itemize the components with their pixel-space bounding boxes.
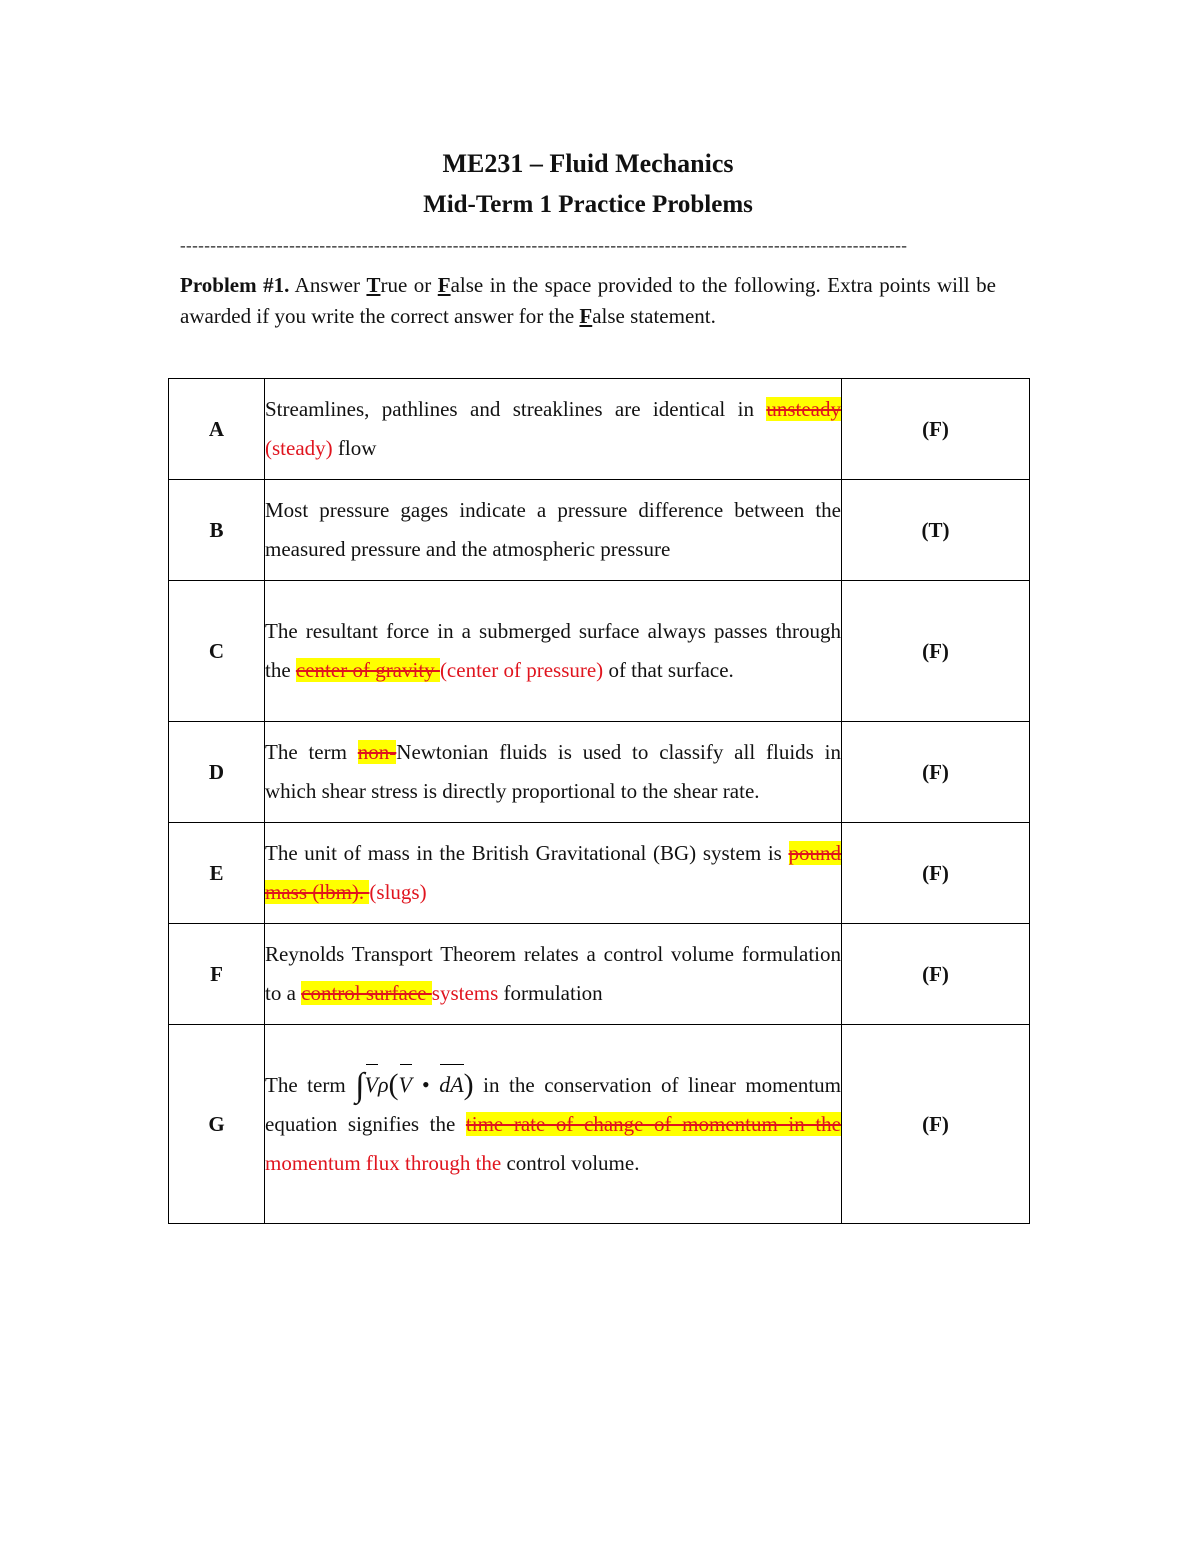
velocity-vector: V [399,1065,412,1104]
statement-text: control volume. [501,1151,640,1175]
false-letter: F [579,304,593,328]
statement-cell [265,581,842,722]
statement-text: Newtonian fluids is used to classify all fluids in which shear stress is directly proportional to the shear rate. [265,740,841,803]
struck-text: center of gravity [295,658,440,682]
true-letter: T [366,273,381,297]
struck-text: pound mass (lbm). [265,841,841,904]
velocity-vector: V [365,1065,378,1104]
correction-text: (center of pressure) [439,658,604,682]
correction-text: momentum flux through the [265,1151,502,1175]
problem-instructions [180,270,996,332]
answer-cell: (F) [842,823,1030,924]
item-letter: E [169,823,265,924]
intro-text: rue or [380,273,438,297]
statement-cell [265,1025,842,1224]
right-paren: ) [463,1068,474,1101]
document-title: ME231 – Fluid Mechanics [442,149,734,178]
correction-text: (steady) [265,436,333,460]
problem-label: Problem #1. [180,273,290,297]
struck-text: non- [357,740,397,764]
false-letter: F [437,273,451,297]
statement-text: formulation [498,981,603,1005]
momentum-flux-equation [355,1067,474,1104]
answer-cell: (T) [842,480,1030,581]
statement-cell [265,823,842,924]
table-body [169,379,1030,1224]
item-letter: F [169,924,265,1025]
intro-text: alse in the space provided to the following. Extra points will be awarded if you write the correct answer for the [180,273,996,328]
correction-text: (slugs) [369,880,427,904]
struck-text: unsteady [766,397,841,421]
table-row [169,924,1030,1025]
statement-text: The unit of mass in the British Gravitational (BG) system is [265,841,789,865]
dashed-separator: ------------------------------------------------------------------------------------------------------------------------ [180,236,908,255]
statement-cell [265,379,842,480]
statement-text: Reynolds Transport Theorem relates a control volume formulation to a [265,942,841,1005]
statement-text: The term [265,1073,356,1097]
left-paren: ( [388,1068,399,1101]
statement-cell [265,924,842,1025]
statement-text: Most pressure gages indicate a pressure difference between the measured pressure and the atmospheric pressure [265,498,841,561]
table-row [169,722,1030,823]
statement-cell [265,722,842,823]
correction-text: systems [431,981,499,1005]
statement-text: of that surface. [603,658,734,682]
table-row [169,480,1030,581]
struck-text: control surface [301,981,432,1005]
area-vector: dA [439,1065,463,1104]
item-letter: B [169,480,265,581]
intro-text: Answer [289,273,367,297]
statement-text: The resultant force in a submerged surface always passes through the [265,619,841,682]
document-subtitle: Mid-Term 1 Practice Problems [423,191,753,218]
item-letter: G [169,1025,265,1224]
table-row [169,1025,1030,1224]
true-false-table [168,378,1030,1224]
table-row [169,823,1030,924]
item-letter: D [169,722,265,823]
answer-cell: (F) [842,379,1030,480]
answer-cell: (F) [842,581,1030,722]
table-row [169,379,1030,480]
table-row [169,581,1030,722]
statement-text: Streamlines, pathlines and streaklines are identical in [265,397,767,421]
statement-text: in the conservation of linear momentum equation signifies the [265,1073,841,1136]
struck-text: time rate of change of momentum in the [465,1112,841,1136]
item-letter: C [169,581,265,722]
item-letter: A [169,379,265,480]
integral-sign: ∫ [355,1067,365,1104]
answer-cell: (F) [842,1025,1030,1224]
answer-cell: (F) [842,924,1030,1025]
statement-text: flow [332,436,377,460]
statement-cell [265,480,842,581]
dot-product: • [411,1072,440,1097]
statement-text: The term [265,740,358,764]
answer-cell: (F) [842,722,1030,823]
density-symbol: ρ [377,1072,389,1097]
intro-text: alse statement. [592,304,716,328]
